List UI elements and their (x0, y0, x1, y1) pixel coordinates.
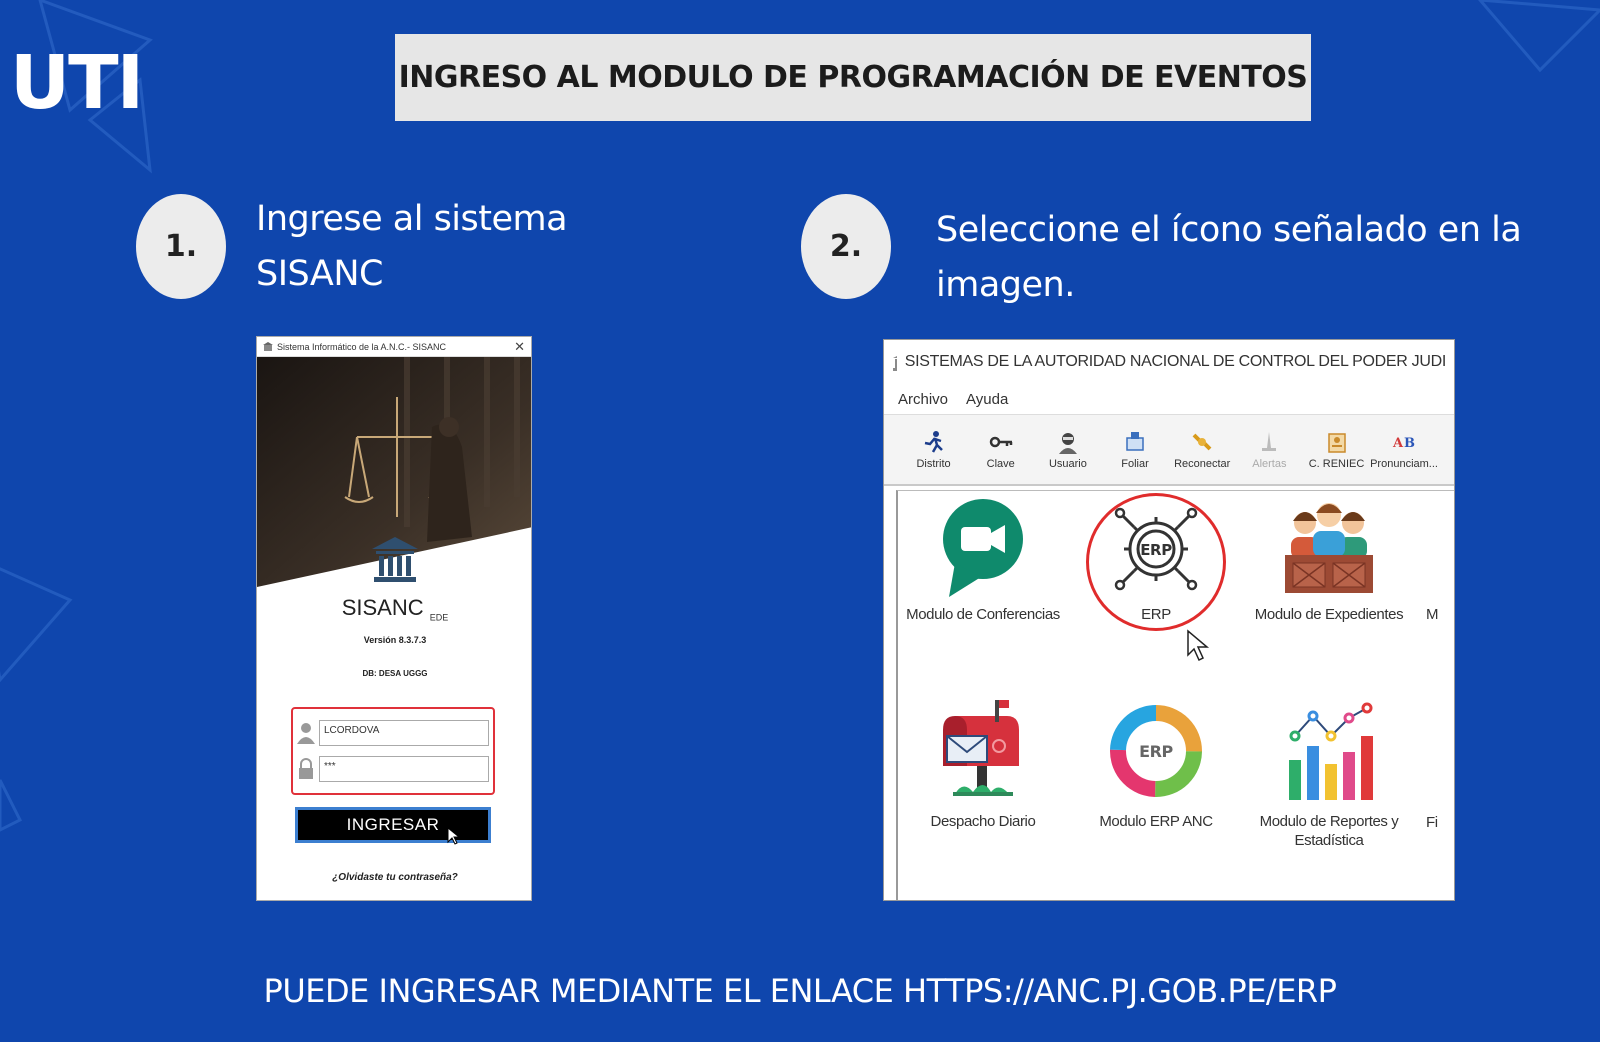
plug-icon (1189, 430, 1215, 454)
app-label: Despacho Diario (930, 813, 1036, 830)
user-icon (1055, 430, 1081, 454)
svg-text:B: B (1404, 436, 1416, 451)
sisanc-login-window (256, 336, 532, 901)
toolbar-distrito[interactable] (900, 430, 967, 470)
toolbar-clave[interactable] (967, 430, 1034, 470)
app-label: Modulo de Expedientes (1254, 606, 1404, 623)
app-modulo-de-expedientes[interactable] (1244, 493, 1414, 624)
forgot-password-link[interactable]: ¿Olvidaste tu contraseña? (332, 872, 458, 883)
version-label: Versión 8.3.7.3 (363, 635, 427, 645)
toolbar-label: Reconectar (1174, 458, 1231, 470)
credentials-highlight (291, 707, 495, 795)
app-modulo-de-conferencias[interactable] (898, 493, 1068, 624)
step-2-text (936, 203, 1521, 313)
people-icon (1279, 493, 1379, 599)
alert-icon (1256, 430, 1282, 454)
app-label: Modulo de Reportes y Estadística (1259, 813, 1399, 849)
toolbar-usuario[interactable] (1034, 430, 1101, 470)
toolbar-c-reniec[interactable] (1303, 430, 1370, 470)
runner-icon (921, 430, 947, 454)
app-despacho-diario[interactable] (898, 696, 1068, 831)
toolbar-pronunciamiento[interactable] (1370, 430, 1438, 470)
toolbar-label: Pronunciam... (1370, 458, 1438, 470)
menu-archivo[interactable]: Archivo (898, 390, 949, 408)
toolbar-alertas (1236, 430, 1303, 470)
erp-highlight-circle (1086, 493, 1226, 631)
step-1-text (256, 192, 567, 302)
mailbox-icon (933, 696, 1033, 806)
database-label: DB: DESA UGGG (362, 669, 428, 678)
sisanc-app-title: SISANC (341, 595, 424, 620)
toolbar-label: Usuario (1048, 458, 1087, 470)
bar-chart-icon (1279, 696, 1379, 806)
toolbar-foliar[interactable] (1101, 430, 1168, 470)
page-title: INGRESO AL MODULO DE PROGRAMACIÓN DE EVENTOS (395, 34, 1311, 121)
mouse-cursor-icon (447, 827, 461, 845)
uti-logo: UTI (10, 40, 143, 126)
app-cut-off-2[interactable]: Fi (1426, 814, 1438, 831)
step-1-line-1: Ingrese al sistema (256, 199, 568, 239)
mouse-cursor-icon (1186, 629, 1210, 663)
step-2-badge: 2. (801, 194, 891, 299)
ingresar-button[interactable]: INGRESAR (295, 807, 491, 843)
login-window-title: Sistema Informático de la A.N.C.- SISANC (277, 341, 447, 352)
close-icon[interactable]: ✕ (514, 338, 525, 354)
erp-link-text[interactable]: PUEDE INGRESAR MEDIANTE EL ENLACE HTTPS://ANC.PJ.GOB.PE/ERP (263, 972, 1337, 1010)
app-modulo-erp-anc[interactable] (1071, 696, 1241, 831)
app-label: ERP (1141, 606, 1171, 623)
app-label: Modulo de Conferencias (906, 606, 1060, 623)
erp-ring-icon (1106, 696, 1206, 806)
app-label: Modulo ERP ANC (1099, 813, 1213, 830)
ab-icon (1391, 430, 1417, 454)
app-grid (896, 490, 1455, 901)
menubar (884, 384, 1454, 414)
sisanc-main-window (883, 339, 1455, 901)
step-2-line-2: imagen. (936, 265, 1075, 305)
toolbar-label: Distrito (916, 458, 951, 470)
toolbar-reconectar[interactable] (1169, 430, 1236, 470)
toolbar-label: Clave (986, 458, 1015, 470)
svg-text:ERP: ERP (1139, 742, 1173, 761)
step-1-badge: 1. (136, 194, 226, 299)
main-window-title: SISTEMAS DE LA AUTORIDAD NACIONAL DE CONTROL DEL PODER JUDI (904, 353, 1446, 370)
user-icon (297, 722, 315, 744)
key-icon (988, 430, 1014, 454)
sisanc-app-name (257, 595, 532, 622)
password-field[interactable]: *** (319, 756, 489, 782)
svg-text:ERP: ERP (1140, 541, 1172, 559)
step-1-line-2: SISANC (256, 254, 383, 294)
username-field[interactable]: LCORDOVA (319, 720, 489, 746)
video-meeting-icon (941, 493, 1025, 599)
building-icon (263, 342, 273, 352)
building-icon (892, 352, 897, 372)
step-2-line-1: Seleccione el ícono señalado en la (936, 210, 1522, 250)
toolbar-label: Foliar (1121, 458, 1149, 470)
app-modulo-de-reportes[interactable] (1244, 696, 1414, 850)
login-titlebar (257, 337, 531, 357)
sisanc-app-suffix: EDE (429, 612, 449, 623)
toolbar-label: C. RENIEC (1308, 458, 1365, 470)
courthouse-icon (370, 535, 420, 585)
toolbar-label: Alertas (1252, 458, 1287, 470)
main-titlebar (884, 340, 1454, 384)
stamp-icon (1122, 430, 1148, 454)
toolbar (884, 414, 1454, 486)
lock-icon (297, 758, 315, 780)
id-card-icon (1324, 430, 1350, 454)
app-cut-off-1[interactable]: M (1426, 606, 1439, 623)
menu-ayuda[interactable]: Ayuda (966, 390, 1009, 408)
svg-text:A: A (1393, 436, 1404, 451)
